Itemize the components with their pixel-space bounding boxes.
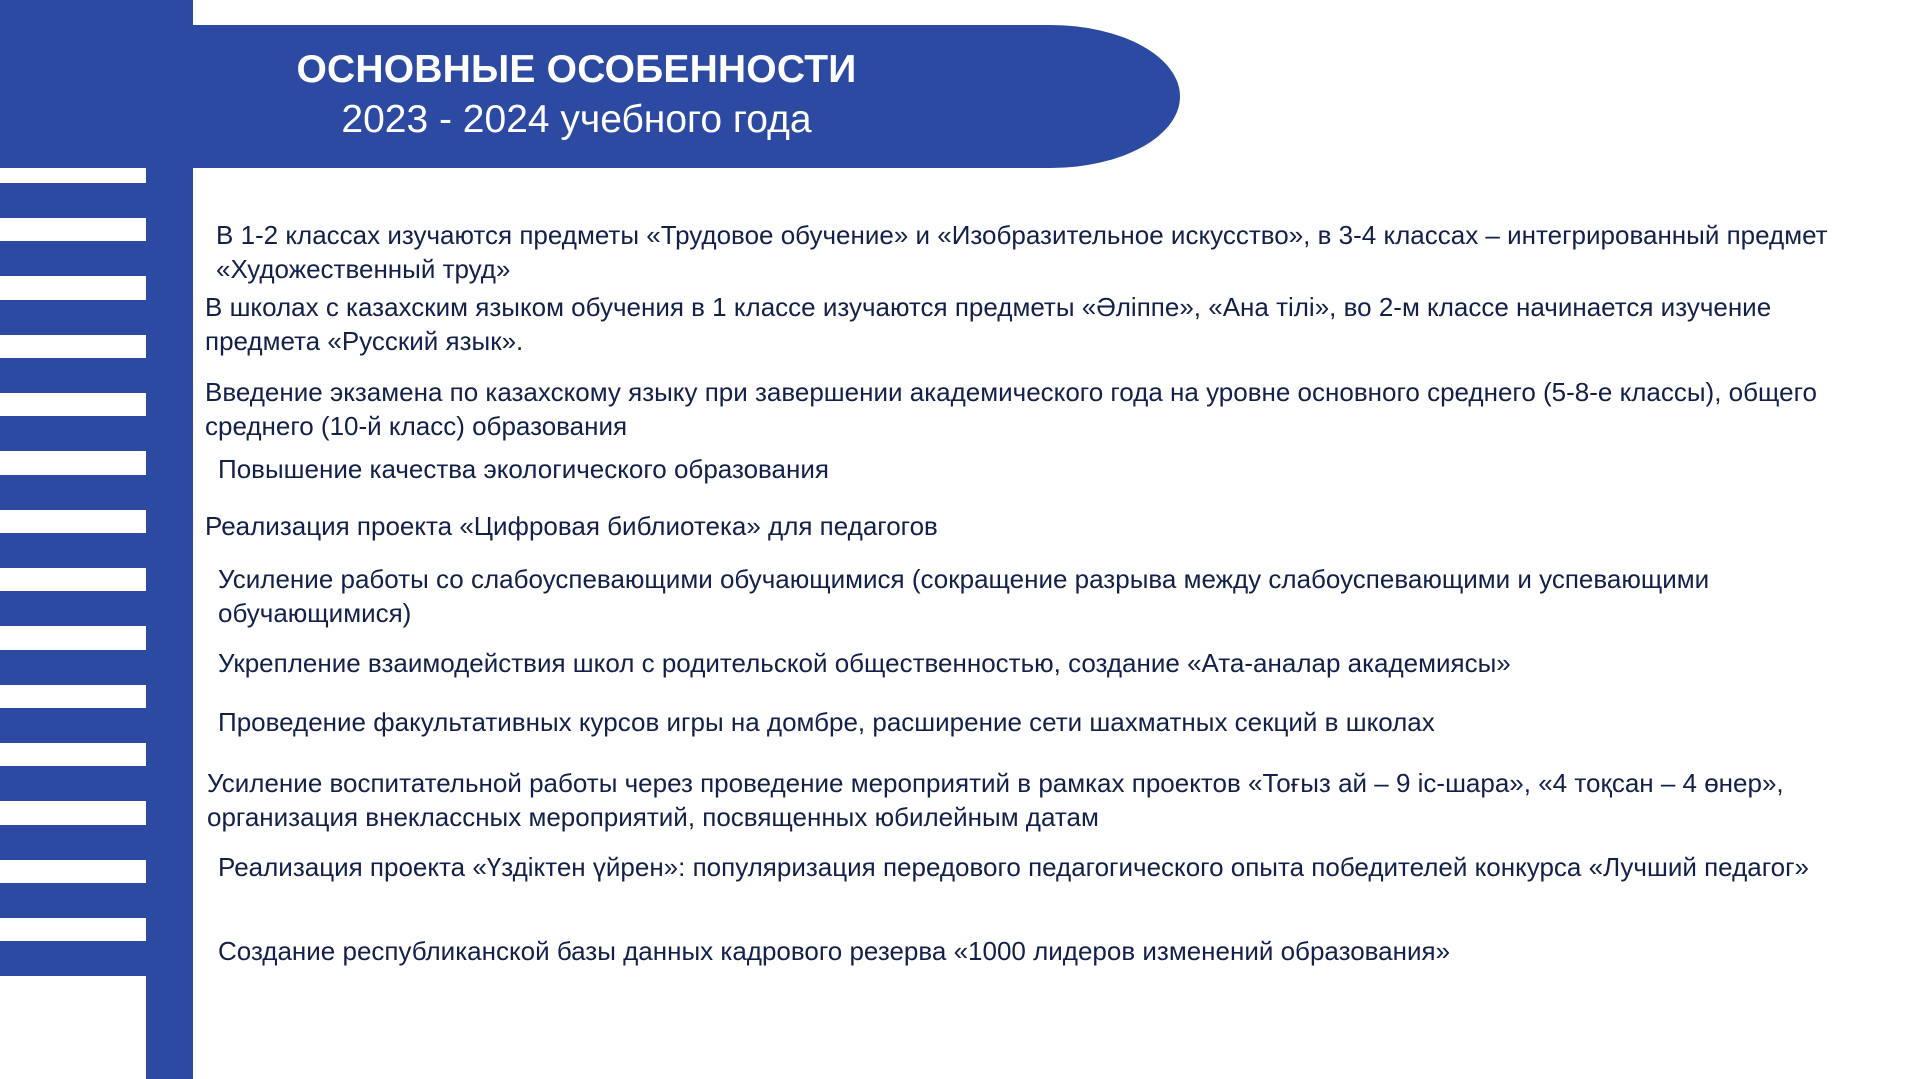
header-band-decoration [0, 0, 146, 168]
page-subtitle: 2023 - 2024 учебного года [341, 98, 812, 141]
feature-item-8: Проведение факультативных курсов игры на домбре, расширение сети шахматных секций в школах [218, 707, 1435, 737]
feature-item-6: Усиление работы со слабоуспевающими обучающимися (сокращение разрыва между слабоуспевающими и успевающими обучающимися) [218, 564, 1710, 628]
stripe-decoration [0, 241, 150, 276]
feature-item-10: Реализация проекта «Үздіктен үйрен»: популяризация передового педагогического опыта победителей конкурса «Лучший педагог» [218, 852, 1810, 882]
stripe-decoration [0, 300, 150, 335]
feature-item-7: Укрепление взаимодействия школ с родительской общественностью, создание «Ата-аналар академиясы» [218, 648, 1511, 678]
feature-item-3: Введение экзамена по казахскому языку при завершении академического года на уровне основного среднего (5-8-е классы), общего среднего (10-й класс) образования [205, 377, 1817, 441]
feature-item-9: Усиление воспитательной работы через проведение мероприятий в рамках проектов «Тоғыз ай – 9 іс-шара», «4 тоқсан – 4 өнер», организация внеклассных мероприятий, посвященных юбилейным датам [207, 768, 1784, 832]
feature-item-1: В 1-2 классах изучаются предметы «Трудовое обучение» и «Изобразительное искусство», в 3-4 классах – интегрированный предмет «Художественный труд» [216, 220, 1828, 284]
feature-item-11: Создание республиканской базы данных кадрового резерва «1000 лидеров изменений образования» [218, 936, 1451, 966]
stripe-decoration [0, 475, 150, 510]
stripe-decoration [0, 708, 150, 743]
stripe-decoration [0, 358, 150, 393]
feature-item-5: Реализация проекта «Цифровая библиотека» для педагогов [205, 511, 938, 541]
stripe-decoration [0, 883, 150, 918]
stripe-decoration [0, 650, 150, 685]
feature-item-2: В школах с казахским языком обучения в 1 классе изучаются предметы «Әліппе», «Ана тілі», во 2-м классе начинается изучение предмета «Русский язык». [205, 292, 1772, 356]
title-banner [150, 25, 1180, 168]
stripe-decoration [0, 825, 150, 860]
stripe-decoration [0, 941, 150, 976]
stripe-decoration [0, 591, 150, 626]
page-title: ОСНОВНЫЕ ОСОБЕННОСТИ [296, 48, 857, 91]
stripe-decoration [0, 183, 150, 218]
stripe-decoration [0, 416, 150, 451]
stripe-decoration [0, 533, 150, 568]
stripe-decoration [0, 766, 150, 801]
feature-item-4: Повышение качества экологического образования [218, 454, 829, 484]
